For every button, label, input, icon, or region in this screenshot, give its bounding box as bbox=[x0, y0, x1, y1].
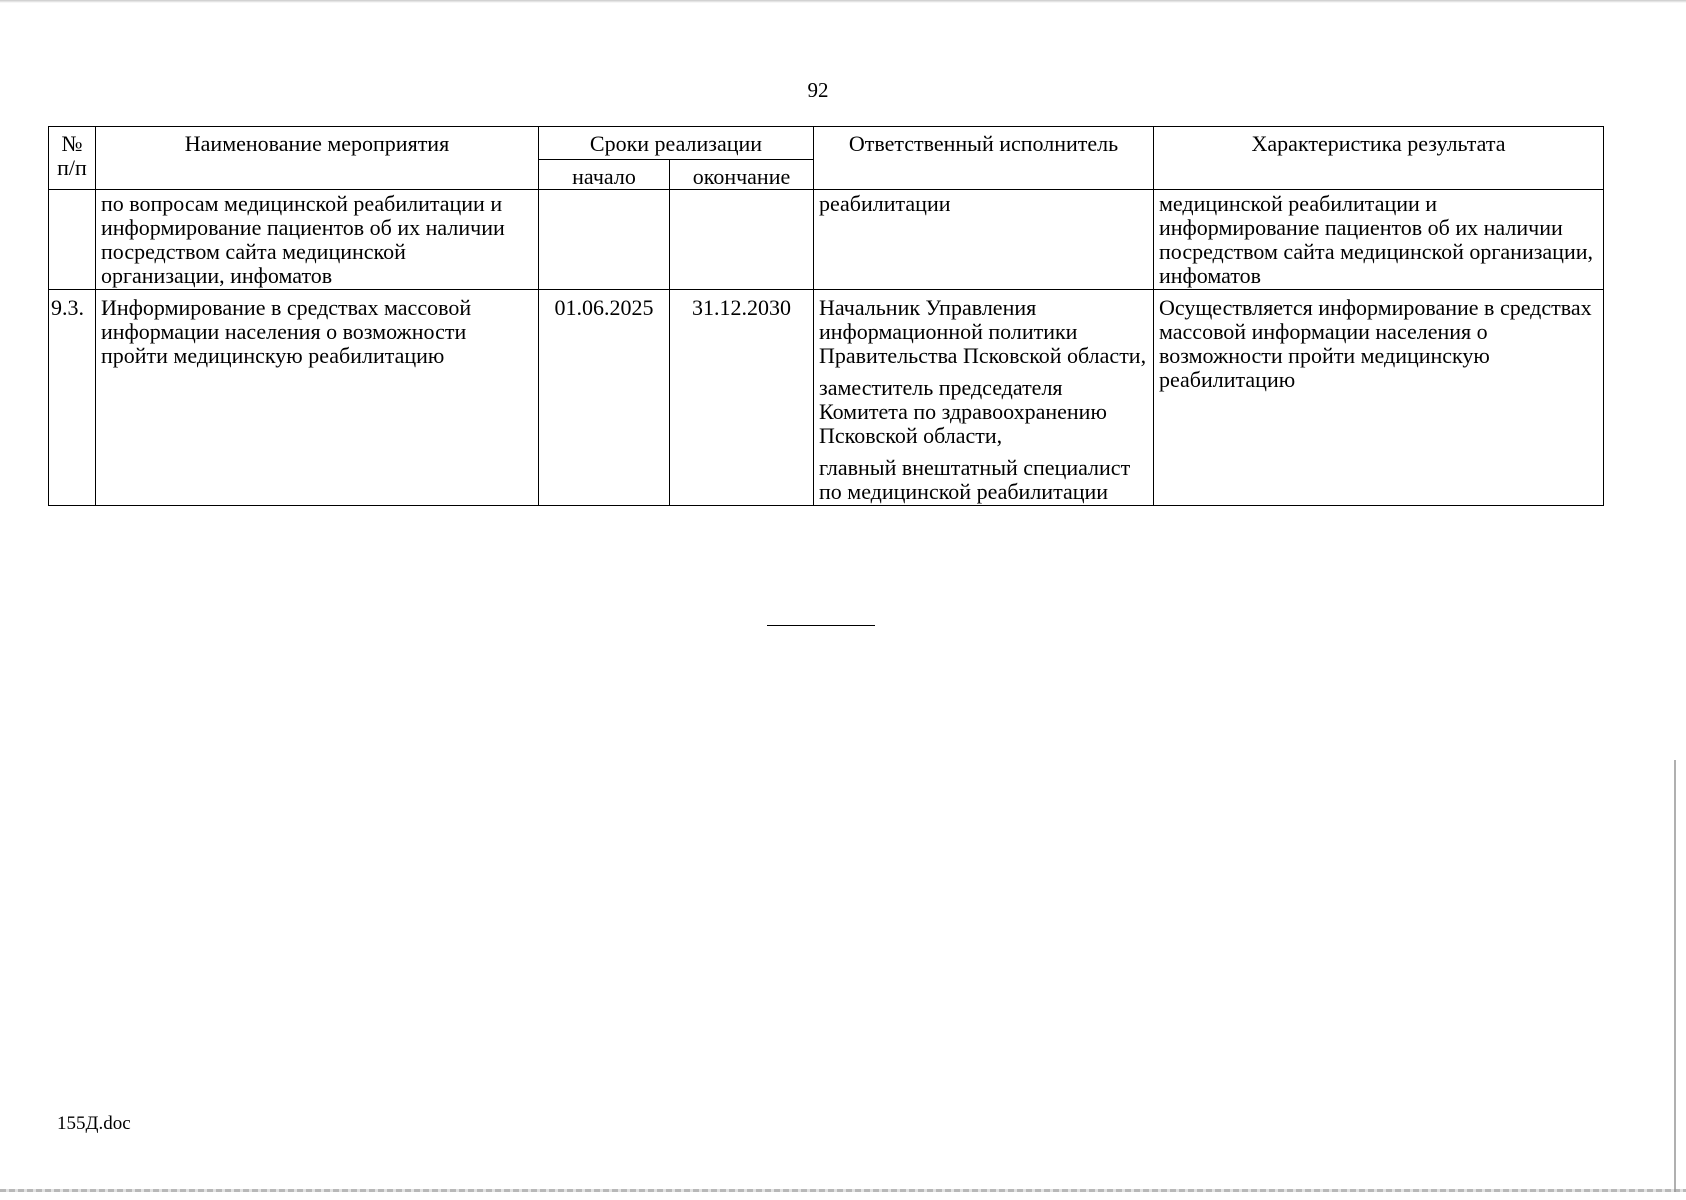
header-end: окончание bbox=[670, 160, 814, 190]
row-start: 01.06.2025 bbox=[539, 290, 670, 506]
row-num bbox=[49, 190, 96, 290]
row-name: по вопросам медицинской реабилитации и информирование пациентов об их наличии посредством сайта медицинской организации, инфоматов bbox=[96, 190, 539, 290]
row-responsible bbox=[814, 190, 1154, 290]
header-responsible: Ответственный исполнитель bbox=[814, 127, 1154, 190]
scan-edge-top bbox=[0, 0, 1686, 3]
row-result: Осуществляется информирование в средствах массовой информации населения о возможности пройти медицинскую реабилитацию bbox=[1154, 290, 1604, 506]
header-period: Сроки реализации bbox=[539, 127, 814, 160]
end-rule bbox=[767, 625, 875, 626]
header-result: Характеристика результата bbox=[1154, 127, 1604, 190]
responsible-line: Начальник Управления информационной политики Правительства Псковской области, bbox=[819, 295, 1147, 368]
row-num: 9.3. bbox=[49, 290, 96, 506]
header-row-top bbox=[49, 127, 1604, 160]
page-number: 92 bbox=[807, 78, 829, 102]
row-name: Информирование в средствах массовой информации населения о возможности пройти медицинскую реабилитацию bbox=[96, 290, 539, 506]
row-responsible bbox=[814, 290, 1154, 506]
activities-table bbox=[48, 126, 1604, 506]
table-row bbox=[49, 190, 1604, 290]
responsible-line: заместитель председателя Комитета по здравоохранению Псковской области, bbox=[819, 375, 1107, 448]
row-result: медицинской реабилитации и информирование пациентов об их наличии посредством сайта медицинской организации, инфоматов bbox=[1154, 190, 1604, 290]
header-num: № п/п bbox=[49, 127, 96, 190]
responsible-line: реабилитации bbox=[819, 191, 951, 216]
header-start: начало bbox=[539, 160, 670, 190]
row-start bbox=[539, 190, 670, 290]
row-end: 31.12.2030 bbox=[670, 290, 814, 506]
responsible-line: главный внештатный специалист по медицинской реабилитации bbox=[819, 455, 1131, 504]
table-row bbox=[49, 290, 1604, 506]
scan-edge-bottom bbox=[0, 1189, 1686, 1192]
header-name: Наименование мероприятия bbox=[96, 127, 539, 190]
footer-filename: 155Д.doc bbox=[57, 1113, 131, 1134]
row-end bbox=[670, 190, 814, 290]
scan-edge-right bbox=[1674, 760, 1676, 1192]
